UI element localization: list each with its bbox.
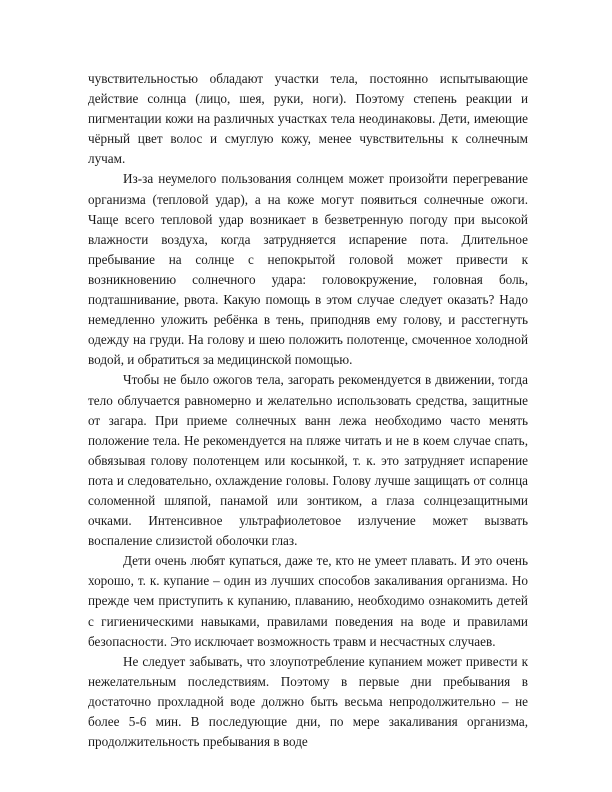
paragraph-bathing: Дети очень любят купаться, даже те, кто не умеет плавать. И это очень хорошо, т. к. купание – один из лучших способов закаливания организма. Но прежде чем приступить к купанию, плаванию, необходимо ознакомить детей с гигиеническими навыками, правилами поведения на воде и правилами безопасности. Это исключает возможность травм и несчастных случаев. [88, 553, 528, 649]
paragraph-heatstroke: Из-за неумелого пользования солнцем может произойти перегревание организма (тепловой удар), а на коже могут появиться солнечные ожоги. Чаще всего тепловой удар возникает в безветренную погоду при высокой влажности воздуха, когда затрудняется испарение пота. Длительное пребывание на солнце с непокрытой головой может привести к возникновению солнечного удара: головокружение, головная боль, подташнивание, рвота. Какую помощь в этом случае следует оказать? Надо немедленно уложить ребёнка в тень, приподняв ему голову, и расстегнуть одежду на груди. На голову и шею положить полотенце, смоченное холодной водой, и обратиться за медицинской помощью. [88, 171, 528, 368]
paragraph-bathing-duration: Не следует забывать, что злоупотребление купанием может привести к нежелательным последствиям. Поэтому в первые дни пребывания в достаточно прохладной воде должно быть весьма непродолжительно – не более 5-6 мин. В последующие дни, по мере закаливания организма, продолжительность пребывания в воде [88, 653, 528, 750]
paragraph-sensitivity: чувствительностью обладают участки тела, постоянно испытывающие действие солнца (лицо, шея, руки, ноги). Поэтому степень реакции и пигментации кожи на различных участках тела неодинаковы. Дети, имеющие чёрный цвет волос и смуглую кожу, менее чувствительны к солнечным лучам. [88, 71, 528, 167]
body-text [88, 69, 528, 752]
paragraph-sunburn-prevention: Чтобы не было ожогов тела, загорать рекомендуется в движении, тогда тело облучается равномерно и желательно использовать средства, защитные от загара. При приеме солнечных ванн лежа необходимо часто менять положение тела. Не рекомендуется на пляже читать и не в коем случае спать, обвязывая голову полотенцем или косынкой, т. к. это затрудняет испарение пота и следовательно, охлаждение головы. Голову лучше защищать от солнца соломенной шляпой, панамой или зонтиком, а глаза солнцезащитными очками. Интенсивное ультрафиолетовое излучение может вызвать воспаление слизистой оболочки глаз. [88, 372, 528, 549]
